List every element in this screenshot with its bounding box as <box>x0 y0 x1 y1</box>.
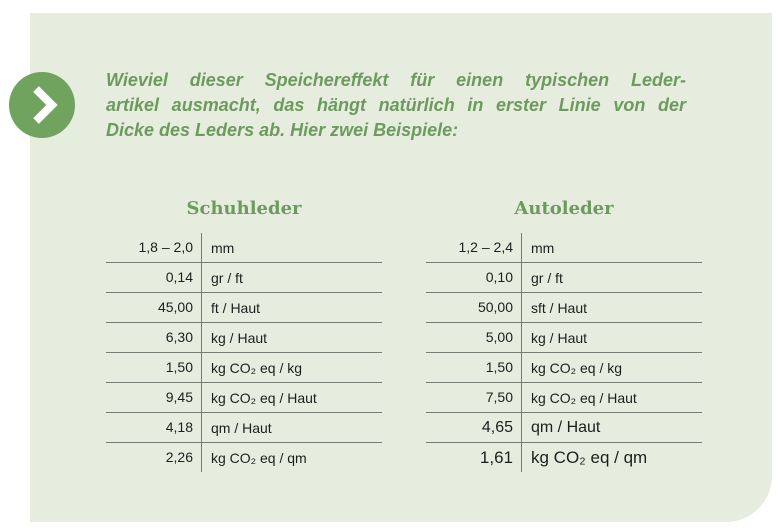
table-row <box>106 443 382 472</box>
row-value: 1,2 – 2,4 <box>426 233 522 262</box>
table-row <box>426 353 702 383</box>
table-row <box>106 413 382 443</box>
row-value: 0,10 <box>426 263 522 292</box>
intro-line-1: Wieviel dieser Speichereffekt für einen typischen Leder- <box>106 70 686 90</box>
table-row <box>426 263 702 293</box>
table-row <box>106 383 382 413</box>
row-value: 50,00 <box>426 293 522 322</box>
arrow-badge <box>9 72 75 138</box>
row-unit: kg CO₂ eq / kg <box>531 359 623 376</box>
row-value: 9,45 <box>106 383 202 412</box>
row-unit: kg CO₂ eq / Haut <box>211 389 317 406</box>
row-unit: qm / Haut <box>531 418 601 436</box>
row-value: 4,18 <box>106 413 202 442</box>
row-value: 45,00 <box>106 293 202 322</box>
table-row <box>426 233 702 263</box>
table-row <box>106 323 382 353</box>
row-value: 7,50 <box>426 383 522 412</box>
row-unit: kg CO₂ eq / qm <box>211 449 307 466</box>
row-value: 1,8 – 2,0 <box>106 233 202 262</box>
table-row <box>106 353 382 383</box>
table-row <box>426 323 702 353</box>
row-value: 1,61 <box>426 443 522 472</box>
table-row <box>106 293 382 323</box>
row-value: 6,30 <box>106 323 202 352</box>
table-row <box>106 263 382 293</box>
row-value: 1,50 <box>426 353 522 382</box>
row-unit: kg / Haut <box>531 329 588 346</box>
table-row <box>426 413 702 443</box>
autoleder-title: Autoleder <box>514 198 614 219</box>
row-unit: gr / ft <box>211 269 243 286</box>
intro-text <box>106 68 686 143</box>
intro-line-2: artikel ausmacht, das hängt natürlich in erster Linie von der <box>106 95 686 115</box>
schuhleder-table <box>106 197 382 472</box>
row-unit: sft / Haut <box>531 299 588 316</box>
row-unit: kg CO₂ eq / kg <box>211 359 303 376</box>
row-unit: qm / Haut <box>211 419 272 436</box>
table-row <box>426 293 702 323</box>
row-value: 1,50 <box>106 353 202 382</box>
row-value: 0,14 <box>106 263 202 292</box>
row-unit: kg / Haut <box>211 329 268 346</box>
row-value: 2,26 <box>106 443 202 472</box>
chevron-right-icon <box>9 72 75 138</box>
table-row <box>106 233 382 263</box>
intro-line-3: Dicke des Leders ab. Hier zwei Beispiele: <box>106 120 459 140</box>
autoleder-table <box>426 197 702 472</box>
row-unit: ft / Haut <box>211 299 261 316</box>
row-unit: gr / ft <box>531 269 563 286</box>
row-unit: mm <box>211 239 235 256</box>
row-unit: kg CO₂ eq / Haut <box>531 389 637 406</box>
table-row <box>426 443 702 472</box>
row-unit: kg CO₂ eq / qm <box>531 447 648 467</box>
row-unit: mm <box>531 239 555 256</box>
table-row <box>426 383 702 413</box>
row-value: 5,00 <box>426 323 522 352</box>
row-value: 4,65 <box>426 413 522 442</box>
schuhleder-title: Schuhleder <box>186 198 302 219</box>
